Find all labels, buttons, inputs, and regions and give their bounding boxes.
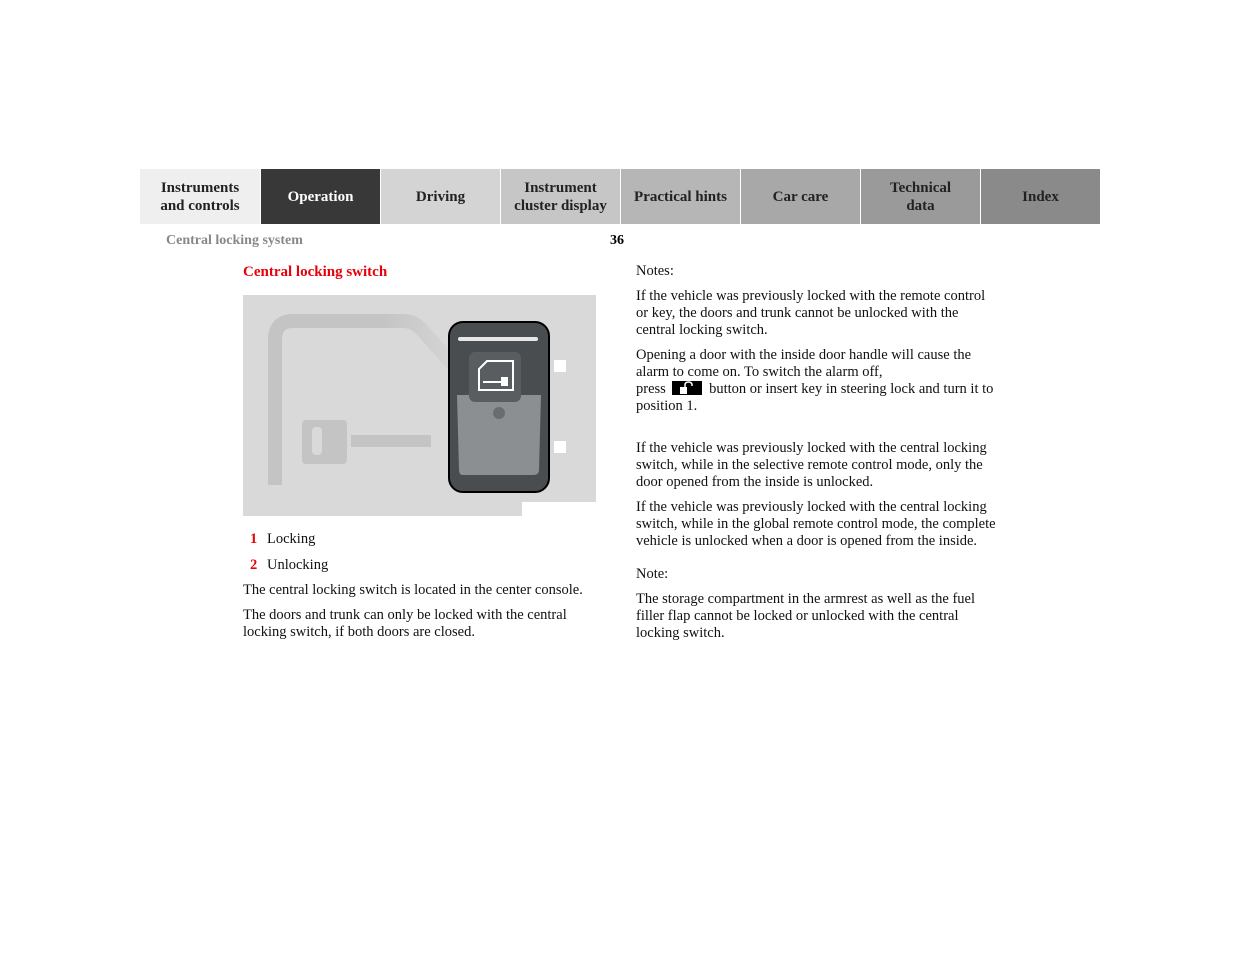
note-label: Note: xyxy=(636,566,669,582)
text: press xyxy=(636,381,666,397)
legend-number: 1 xyxy=(250,531,258,547)
tab-technical-data[interactable]: Technical data xyxy=(861,169,980,224)
heading: Central locking switch xyxy=(243,264,388,280)
callout-1-marker xyxy=(554,360,566,372)
right-column xyxy=(636,263,998,650)
paragraph: If the vehicle was previously locked with the central locking switch, while in the global remote control mode, the complete vehicle is unlocked when a door is opened from the inside. xyxy=(636,499,996,549)
text: button or insert key in steering lock and turn it to position 1. xyxy=(636,381,994,414)
chapter-nav xyxy=(140,169,1100,224)
page-number: 36 xyxy=(610,233,624,248)
tab-practical-hints[interactable]: Practical hints xyxy=(621,169,740,224)
text: Opening a door with the inside door handle will cause the alarm to come on. To switch the alarm off, xyxy=(636,347,972,380)
legend-item xyxy=(243,531,603,548)
legend-label: Locking xyxy=(267,531,316,547)
tab-instruments[interactable]: Instruments and controls xyxy=(140,169,260,224)
callout-2-marker xyxy=(554,441,566,453)
paragraph: The storage compartment in the armrest as well as the fuel filler flap cannot be locked or unlocked with the central locking switch. xyxy=(636,591,976,641)
tab-instrument-cluster[interactable]: Instrument cluster display xyxy=(501,169,620,224)
tab-car-care[interactable]: Car care xyxy=(741,169,860,224)
paragraph: If the vehicle was previously locked with the remote control or key, the doors and trunk cannot be unlocked with the central locking switch. xyxy=(636,288,986,338)
left-column xyxy=(243,531,603,649)
central-locking-switch-illustration xyxy=(243,295,596,516)
tab-index[interactable]: Index xyxy=(981,169,1100,224)
paragraph xyxy=(636,347,998,415)
section-title: Central locking system xyxy=(166,233,303,248)
legend-number: 2 xyxy=(250,557,258,573)
paragraph: The central locking switch is located in the center console. xyxy=(243,582,583,598)
notes-label: Notes: xyxy=(636,263,674,279)
tab-driving[interactable]: Driving xyxy=(381,169,500,224)
tab-operation[interactable]: Operation xyxy=(261,169,380,224)
legend-item xyxy=(243,557,603,574)
paragraph: If the vehicle was previously locked with the central locking switch, while in the selective remote control mode, only the door opened from the inside is unlocked. xyxy=(636,440,987,490)
paragraph: The doors and trunk can only be locked with the central locking switch, if both doors are closed. xyxy=(243,607,567,640)
unlock-button-icon xyxy=(672,381,702,395)
legend-label: Unlocking xyxy=(267,557,329,573)
